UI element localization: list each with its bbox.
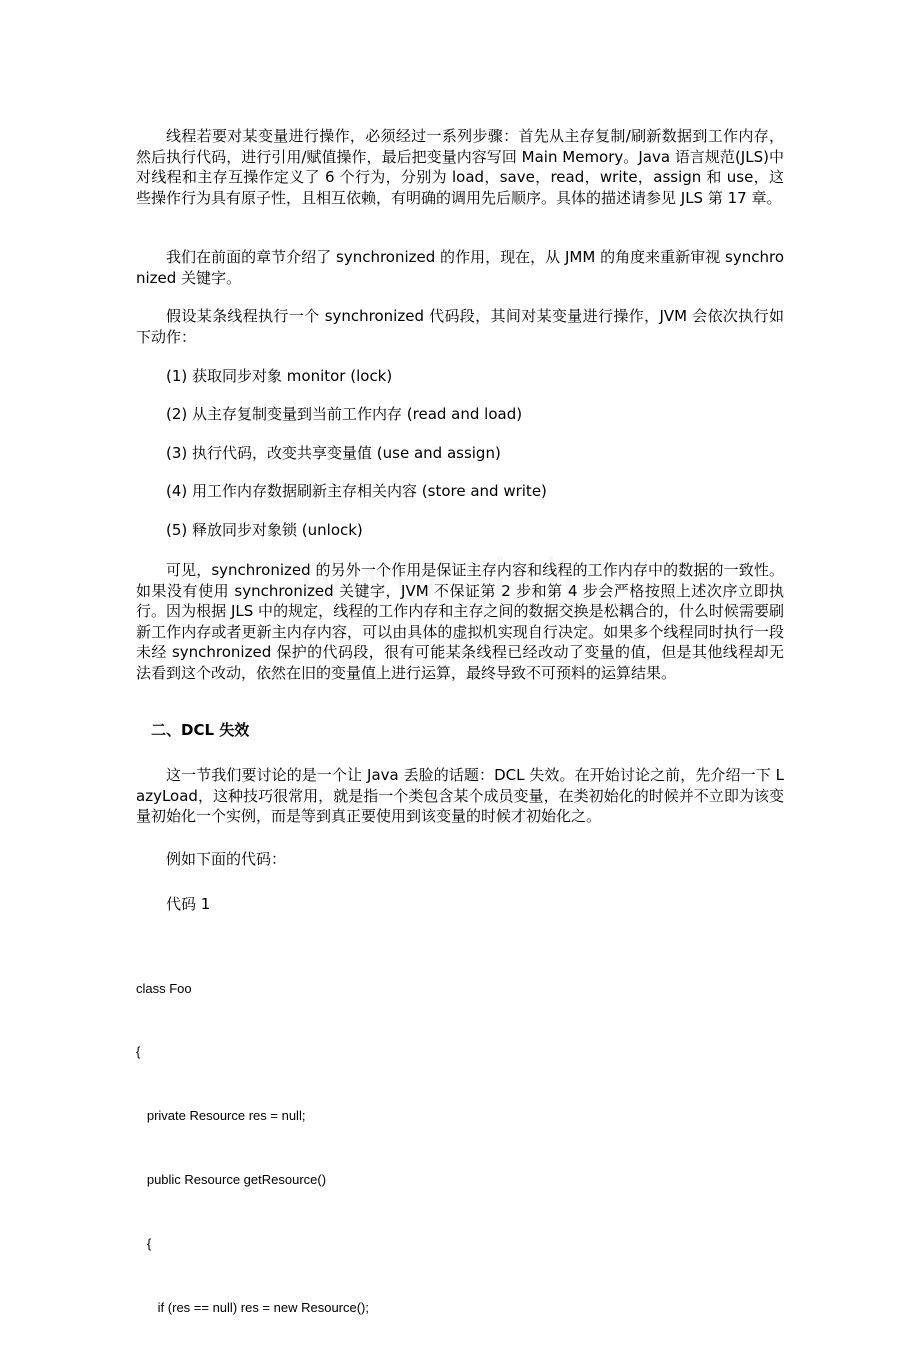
example-intro: 例如下面的代码： [166, 850, 287, 868]
code-line: public Resource getResource() [136, 1172, 327, 1188]
step-item: (2) 从主存复制变量到当前工作内存 (read and load) [166, 405, 523, 423]
paragraph-conclusion: 可见，synchronized 的另外一个作用是保证主存内容和线程的工作内存中的数据的一致性。如果没有使用 synchronized 关键字，JVM 不保证第 2 步和第 4 步会严格按照上述次序立即执行。因为根据 JLS 中的规定，线程的工作内存和主存之间的数据交换是松耦合的，什么时候需要刷新工作内存或者更新主内存内容，可以由具体的虚拟机实现自行决定。如果多个线程同时执行一段未经 synchronized 保护的代码段，很有可能某条线程已经改动了变量的值，但是其他线程却无法看到这个改动，依然在旧的变量值上进行运算，最终导致不可预料的运算结果。 [136, 561, 784, 682]
paragraph-thread-operations: 线程若要对某变量进行操作，必须经过一系列步骤：首先从主存复制/刷新数据到工作内存，然后执行代码，进行引用/赋值操作，最后把变量内容写回 Main Memory。Java 语言规范(JLS)中对线程和主存互操作定义了 6 个行为，分别为 load，save，read，write，assign 和 use，这些操作行为具有原子性，且相互依赖，有明确的调用先后顺序。具体的描述请参见 JLS 第 17 章。 [136, 127, 784, 207]
step-item: (4) 用工作内存数据刷新主存相关内容 (store and write) [166, 482, 547, 500]
code-block [136, 935, 369, 1361]
step-item: (1) 获取同步对象 monitor (lock) [166, 367, 393, 385]
code-label: 代码 1 [166, 895, 211, 913]
step-item: (5) 释放同步对象锁 (unlock) [166, 521, 363, 539]
code-line: { [136, 1236, 152, 1252]
section-heading: 二、DCL 失效 [151, 721, 250, 739]
code-line: private Resource res = null; [136, 1108, 306, 1124]
paragraph-section-intro: 这一节我们要讨论的是一个让 Java 丢脸的话题：DCL 失效。在开始讨论之前，先介绍一下 LazyLoad，这种技巧很常用，就是指一个类包含某个成员变量，在类初始化的时候并不立即为该变量初始化一个实例，而是等到真正要使用到该变量的时候才初始化之。 [136, 766, 784, 825]
paragraph-jvm-actions: 假设某条线程执行一个 synchronized 代码段，其间对某变量进行操作，JVM 会依次执行如下动作： [136, 307, 784, 346]
code-line: if (res == null) res = new Resource(); [136, 1300, 369, 1316]
code-line: { [136, 1044, 141, 1060]
step-item: (3) 执行代码，改变共享变量值 (use and assign) [166, 444, 501, 462]
paragraph-synchronized-intro: 我们在前面的章节介绍了 synchronized 的作用，现在，从 JMM 的角度来重新审视 synchronized 关键字。 [136, 248, 784, 287]
code-line: class Foo [136, 980, 192, 996]
